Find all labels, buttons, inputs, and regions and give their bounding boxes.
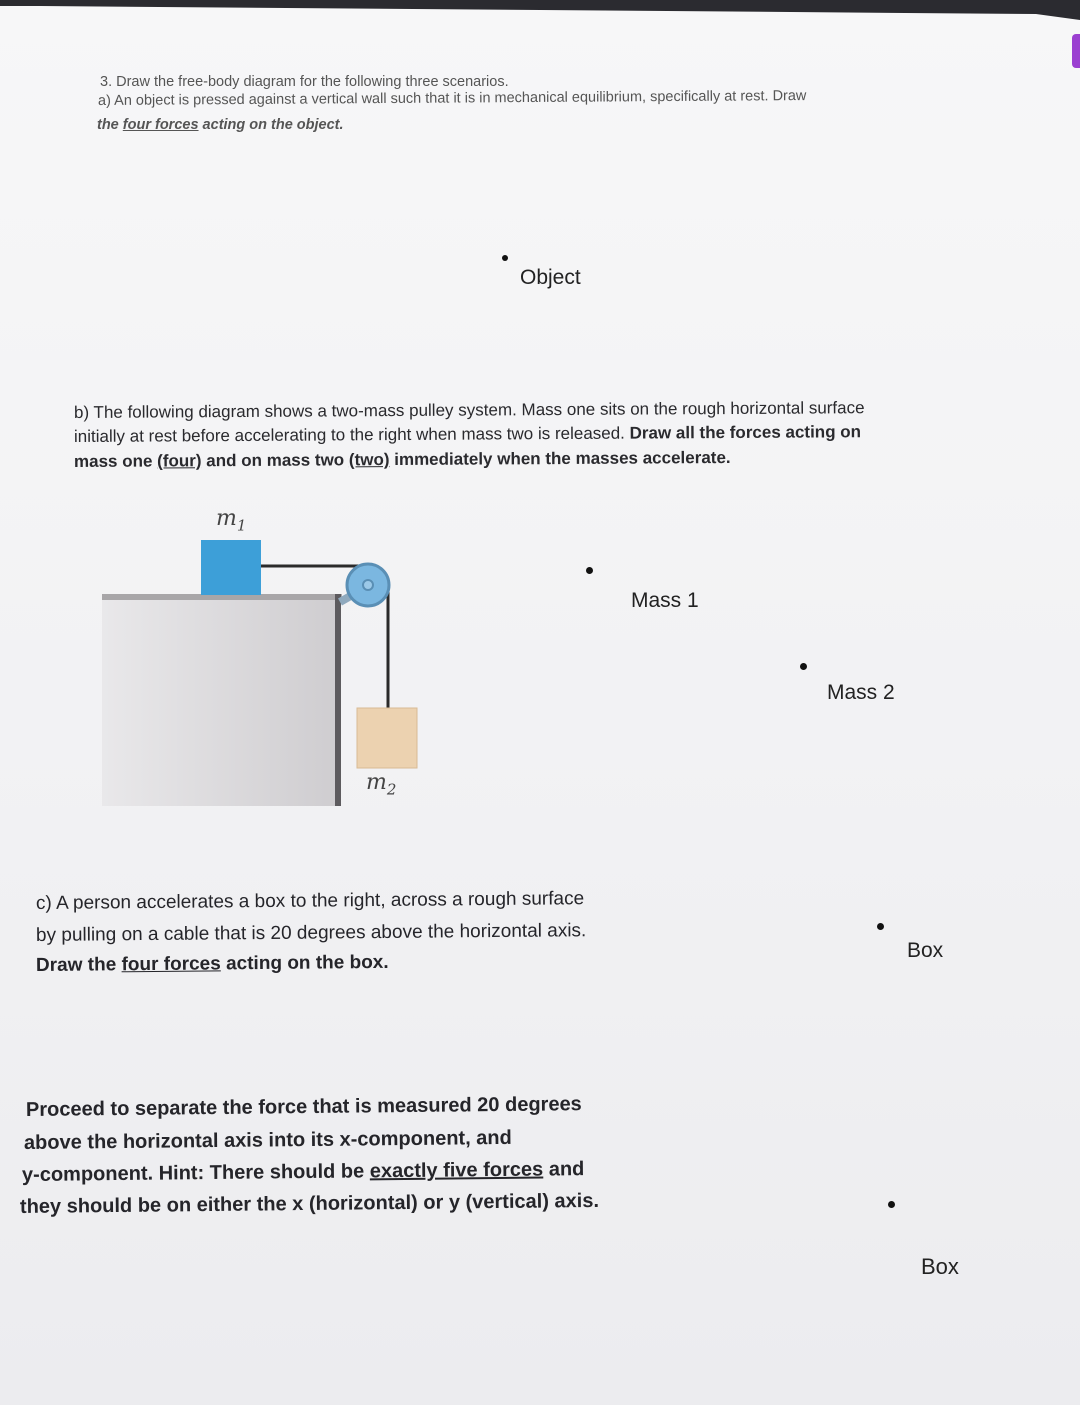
box-point-c [877,923,884,930]
mass1-label: Mass 1 [631,589,699,612]
box-point-d [888,1201,895,1208]
mass1-point [586,567,593,574]
part-c-line2: by pulling on a cable that is 20 degrees above the horizontal axis. [35,920,587,946]
object-label: Object [520,266,581,289]
part-a-line1: a) An object is pressed against a vertical wall such that it is in mechanical equilibrium, specifically at rest. Draw [97,88,807,109]
box-label-d: Box [921,1254,959,1279]
part-a-line2: the four forces acting on the object. [97,117,344,133]
object-point [502,255,508,261]
mass2-point [800,663,807,670]
m1-label: $m_1$ [216,506,247,535]
background-object [1072,34,1080,68]
part-c-line3: Draw the four forces acting on the box. [35,951,389,976]
part-b-line3: mass one (four) and on mass two (two) immediately when the masses accelerate. [73,447,731,471]
part-b-line1: b) The following diagram shows a two-mass pulley system. Mass one sits on the rough horizontal surface [73,398,865,422]
part-c-line1: c) A person accelerates a box to the right, across a rough surface [35,888,585,914]
mass2-label: Mass 2 [827,681,895,704]
part-d-line3: y-component. Hint: There should be exactly five forces and [21,1158,585,1186]
m2-label: $m_2$ [366,770,397,799]
four-forces-underlined: four forces [122,117,199,133]
question-header: 3. Draw the free-body diagram for the following three scenarios. [100,74,509,90]
part-d-line1: Proceed to separate the force that is measured 20 degrees [25,1093,582,1121]
part-d-line4: they should be on either the x (horizontal) or y (vertical) axis. [19,1189,600,1218]
part-b-line2: initially at rest before accelerating to the right when mass two is released. Draw all the forces acting on [73,422,862,446]
part-d-line2: above the horizontal axis into its x-component, and [23,1126,512,1154]
box-label-c: Box [907,939,944,962]
